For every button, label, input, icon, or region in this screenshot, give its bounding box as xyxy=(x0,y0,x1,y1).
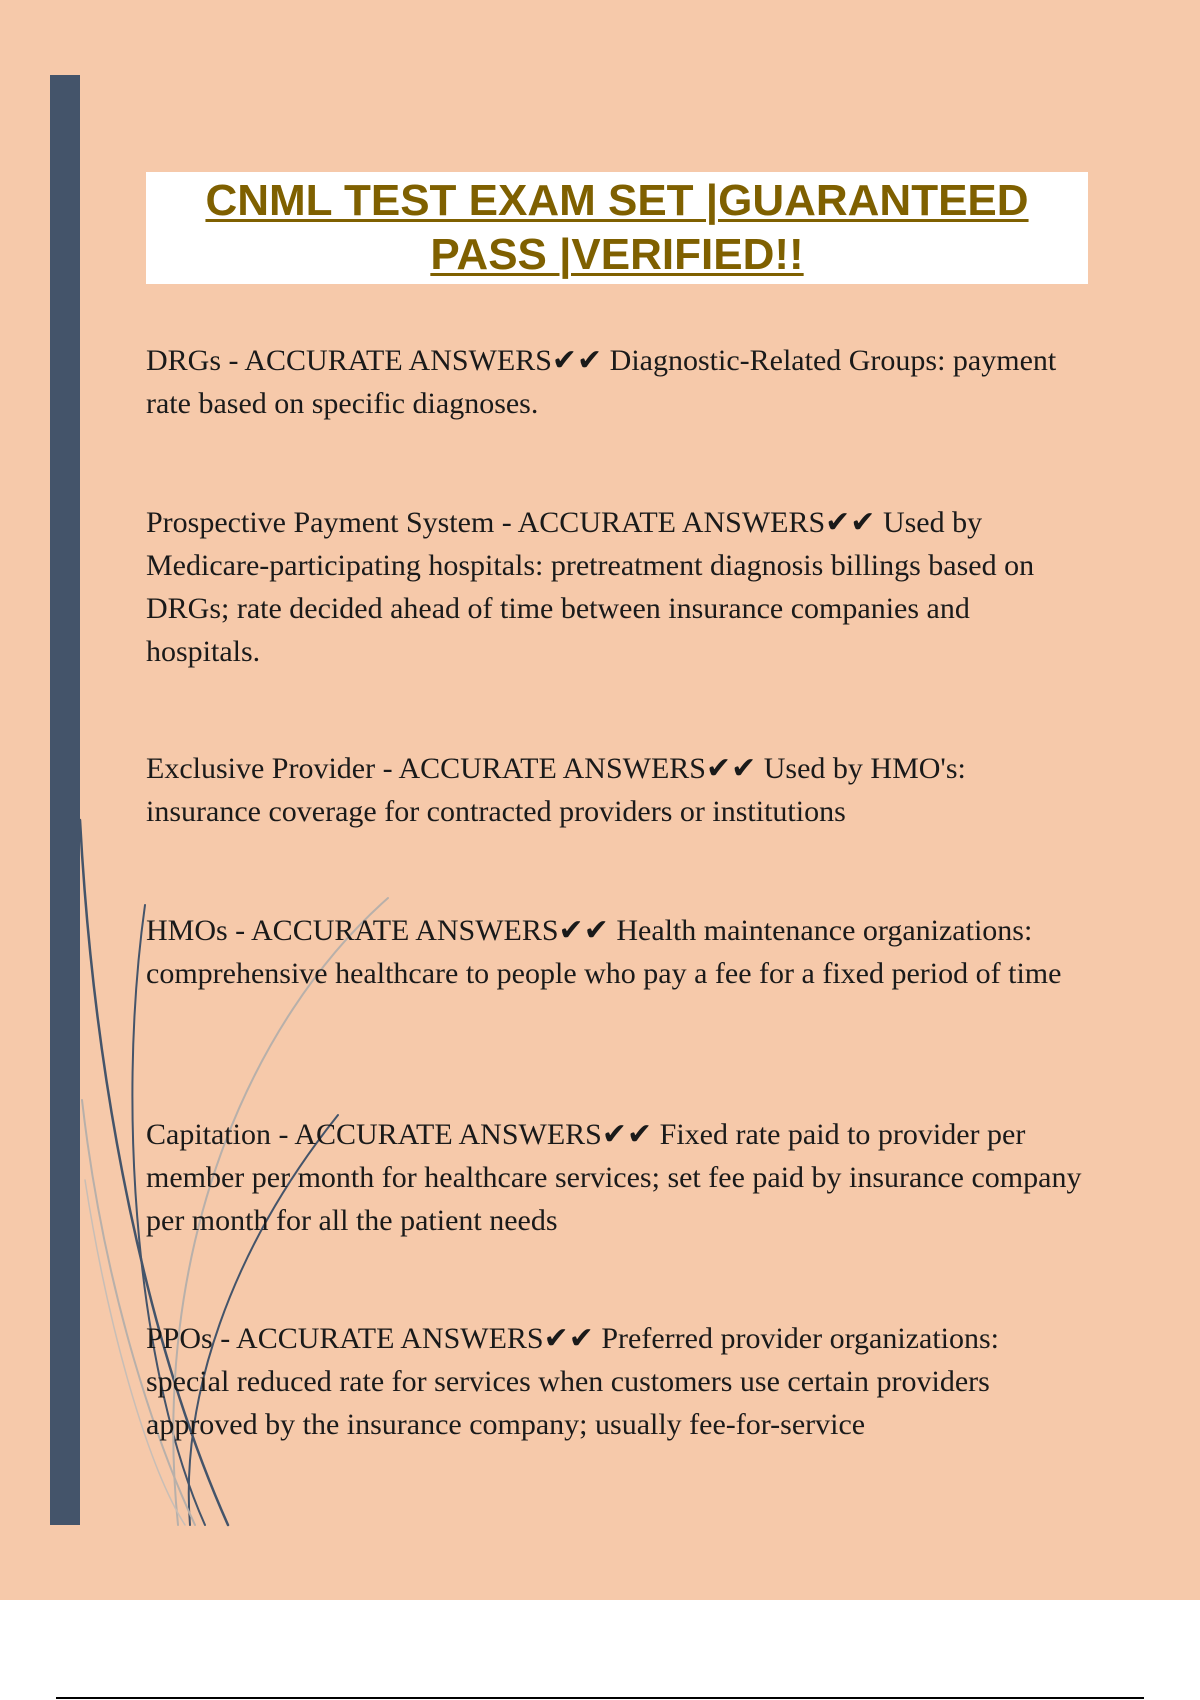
entry-prospective-payment-system: Prospective Payment System - ACCURATE ANSWERS✔✔ Used by Medicare-participating hospitals: pretreatment diagnosis billings based on DRGs; rate decided ahead of time between insurance companies and hospitals. xyxy=(146,506,1035,668)
title-box xyxy=(146,172,1088,284)
entry-hmos: HMOs - ACCURATE ANSWERS✔✔ Health maintenance organizations: comprehensive healthcare to people who pay a fee for a fixed period of time xyxy=(146,914,1062,990)
document-title: CNML TEST EXAM SET |GUARANTEED PASS |VERIFIED!! xyxy=(205,176,1029,279)
entry-drgs: DRGs - ACCURATE ANSWERS✔✔ Diagnostic-Related Groups: payment rate based on specific diagnoses. xyxy=(146,344,1057,420)
entry-exclusive-provider: Exclusive Provider - ACCURATE ANSWERS✔✔ Used by HMO's: insurance coverage for contracted providers or institutions xyxy=(146,752,966,828)
entry-capitation: Capitation - ACCURATE ANSWERS✔✔ Fixed rate paid to provider per member per month for healthcare services; set fee paid by insurance company per month for all the patient needs xyxy=(146,1118,1082,1237)
entry-ppos: PPOs - ACCURATE ANSWERS✔✔ Preferred provider organizations: special reduced rate for services when customers use certain providers approved by the insurance company; usually fee-for-service xyxy=(146,1322,999,1441)
decorative-side-bar xyxy=(50,75,80,1525)
footer-rule xyxy=(56,1697,1144,1699)
